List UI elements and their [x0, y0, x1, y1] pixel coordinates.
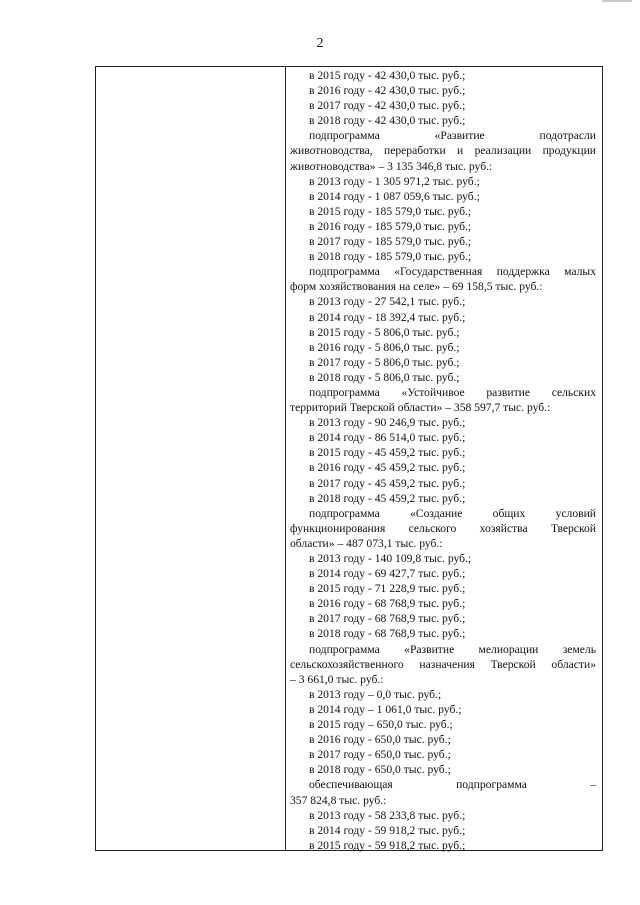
funding-year-line: в 2016 году - 650,0 тыс. руб.; — [309, 733, 451, 747]
funding-text-cell — [290, 68, 596, 853]
subprogram-text-line: подпрограмма «Развитие мелиорации земель — [309, 642, 596, 656]
funding-year-line: в 2018 году - 5 806,0 тыс. руб.; — [309, 370, 460, 384]
funding-year-line: в 2017 году - 68 768,9 тыс. руб.; — [309, 612, 466, 626]
column-divider — [285, 67, 286, 850]
funding-year-line: в 2018 году - 185 579,0 тыс. руб.; — [309, 250, 472, 264]
funding-year-line: в 2014 году - 86 514,0 тыс. руб.; — [309, 431, 466, 445]
funding-year-line: в 2018 году - 650,0 тыс. руб.; — [309, 763, 451, 777]
subprogram-text-line: животноводства, переработки и реализации продукции — [290, 144, 596, 158]
funding-year-line: в 2016 году - 185 579,0 тыс. руб.; — [309, 219, 472, 233]
funding-year-line: в 2014 году - 59 918,2 тыс. руб.; — [309, 823, 466, 837]
subprogram-text-line: подпрограмма «Создание общих условий — [309, 506, 596, 520]
funding-year-line: в 2014 году - 18 392,4 тыс. руб.; — [309, 310, 466, 324]
subprogram-text-line: – 3 661,0 тыс. руб.: — [290, 672, 384, 686]
funding-year-line: в 2018 году - 68 768,9 тыс. руб.; — [309, 627, 466, 641]
subprogram-text-line: подпрограмма «Развитие подотрасли — [309, 129, 596, 143]
subprogram-text-line: форм хозяйствования на селе» – 69 158,5 тыс. руб.: — [290, 280, 543, 294]
funding-year-line: в 2014 году – 1 061,0 тыс. руб.; — [309, 702, 462, 716]
subprogram-text-line: области» – 487 073,1 тыс. руб.: — [290, 536, 443, 550]
subprogram-text-line: сельскохозяйственного назначения Тверской области» — [290, 657, 596, 671]
funding-year-line: в 2013 году – 0,0 тыс. руб.; — [309, 687, 442, 701]
subprogram-text-line: 357 824,8 тыс. руб.: — [290, 793, 387, 807]
subprogram-text-line: функционирования сельского хозяйства Тверской — [290, 521, 596, 535]
funding-year-line: в 2014 году - 1 087 059,6 тыс. руб.; — [309, 189, 480, 203]
subprogram-text-line: территорий Тверской области» – 358 597,7 тыс. руб.: — [290, 401, 551, 415]
funding-year-line: в 2015 году - 45 459,2 тыс. руб.; — [309, 446, 466, 460]
funding-year-line: в 2016 году - 45 459,2 тыс. руб.; — [309, 461, 466, 475]
funding-year-line: в 2013 году - 140 109,8 тыс. руб.; — [309, 552, 472, 565]
funding-year-line: в 2015 году – 650,0 тыс. руб.; — [309, 718, 453, 732]
funding-year-line: в 2018 году - 42 430,0 тыс. руб.; — [309, 114, 466, 128]
funding-year-line: в 2015 году - 5 806,0 тыс. руб.; — [309, 325, 460, 339]
funding-year-line: в 2015 году - 71 228,9 тыс. руб.; — [309, 582, 466, 596]
page-number: 2 — [316, 36, 324, 51]
funding-year-line: в 2016 году - 68 768,9 тыс. руб.; — [309, 597, 466, 611]
subprogram-text-line: подпрограмма «Государственная поддержка малых — [309, 265, 596, 279]
funding-year-line: в 2013 году - 1 305 971,2 тыс. руб.; — [309, 174, 480, 188]
funding-year-line: в 2018 году - 45 459,2 тыс. руб.; — [309, 491, 466, 505]
funding-year-line: в 2014 году - 69 427,7 тыс. руб.; — [309, 567, 466, 581]
funding-year-line: в 2013 году - 27 542,1 тыс. руб.; — [309, 295, 466, 309]
funding-year-line: в 2013 году - 58 233,8 тыс. руб.; — [309, 808, 466, 822]
document-table — [95, 66, 603, 851]
funding-year-line: в 2015 году - 42 430,0 тыс. руб.; — [309, 69, 466, 82]
funding-year-line: в 2017 году - 42 430,0 тыс. руб.; — [309, 99, 466, 113]
subprogram-text-line: обеспечивающая подпрограмма – — [309, 778, 596, 792]
funding-year-line: в 2013 году - 90 246,9 тыс. руб.; — [309, 416, 466, 430]
funding-year-line: в 2017 году - 185 579,0 тыс. руб.; — [309, 235, 472, 249]
funding-year-line: в 2017 году - 45 459,2 тыс. руб.; — [309, 476, 466, 490]
funding-year-line: в 2015 году - 59 918,2 тыс. руб.; — [309, 838, 466, 852]
funding-year-line: в 2017 году - 5 806,0 тыс. руб.; — [309, 355, 460, 369]
scan-edge-mark — [602, 0, 632, 2]
funding-year-line: в 2017 году - 650,0 тыс. руб.; — [309, 748, 451, 762]
funding-year-line: в 2016 году - 42 430,0 тыс. руб.; — [309, 84, 466, 98]
subprogram-text-line: животноводства» – 3 135 346,8 тыс. руб.: — [290, 159, 493, 173]
funding-year-line: в 2015 году - 185 579,0 тыс. руб.; — [309, 204, 472, 218]
subprogram-text-line: подпрограмма «Устойчивое развитие сельских — [309, 385, 596, 399]
funding-year-line: в 2016 году - 5 806,0 тыс. руб.; — [309, 340, 460, 354]
